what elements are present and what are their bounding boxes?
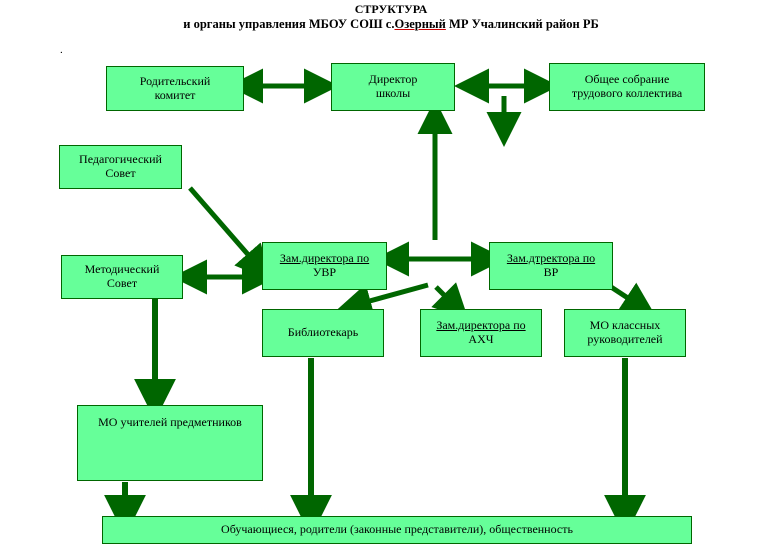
arrow-center-ahch: [436, 287, 455, 306]
arrow-pedcouncil-deputy-uvr: [190, 188, 258, 266]
node-librarian-line-1: Библиотекарь: [287, 325, 359, 340]
node-parent-committee-line-1: Родительский: [139, 73, 211, 88]
node-students-parents[interactable]: [102, 516, 692, 544]
node-mo-class-teachers-line-2: руководителей: [587, 332, 663, 346]
node-deputy-vr-line-2: ВР: [543, 265, 559, 279]
node-students-parents-line-1: Обучающиеся, родители (законные представители), общественность: [221, 522, 573, 537]
node-deputy-uvr-line-1: Зам.директора по: [279, 251, 370, 266]
node-deputy-ahch-line-1: Зам.директора по: [436, 318, 526, 333]
node-pedagogical-council-line-2: Совет: [105, 166, 136, 180]
node-mo-class-teachers-line-1: МО классных: [589, 318, 661, 333]
node-general-assembly-line-1: Общее собрание: [584, 72, 670, 87]
node-pedagogical-council[interactable]: [59, 145, 182, 189]
node-deputy-vr[interactable]: [489, 242, 613, 290]
node-pedagogical-council-line-1: Педагогический: [79, 152, 162, 167]
node-director-line-1: Директор: [368, 72, 418, 87]
title-underlined-word: Озерный: [394, 17, 446, 31]
page-title-line-1: СТРУКТУРА: [354, 2, 428, 16]
page-title-line-2-text: и органы управления МБОУ СОШ с.Озерный МР Учалинский район РБ: [183, 17, 599, 31]
node-librarian[interactable]: [262, 309, 384, 357]
node-deputy-ahch-line-2: АХЧ: [468, 332, 494, 346]
stray-dot-marker: .: [60, 44, 63, 56]
node-methodical-council-line-1: Методический: [84, 262, 160, 277]
node-deputy-uvr[interactable]: [262, 242, 387, 290]
node-general-assembly[interactable]: [549, 63, 705, 111]
node-mo-subject-teachers-line-1: МО учителей предметников: [98, 415, 242, 429]
node-deputy-uvr-line-2: УВР: [312, 265, 337, 279]
node-deputy-ahch[interactable]: [420, 309, 542, 357]
page-title-line-2: [0, 17, 782, 32]
node-mo-subject-teachers[interactable]: [77, 405, 263, 481]
node-parent-committee[interactable]: [106, 66, 244, 111]
node-general-assembly-line-2: трудового коллектива: [571, 86, 683, 100]
node-director-line-2: школы: [375, 86, 411, 100]
node-methodical-council-line-2: Совет: [106, 276, 138, 290]
node-methodical-council[interactable]: [61, 255, 183, 299]
node-director[interactable]: [331, 63, 455, 111]
node-mo-class-teachers[interactable]: [564, 309, 686, 357]
node-deputy-vr-line-1: Зам.дтректора по: [506, 251, 596, 266]
node-parent-committee-line-2: комитет: [154, 87, 196, 102]
